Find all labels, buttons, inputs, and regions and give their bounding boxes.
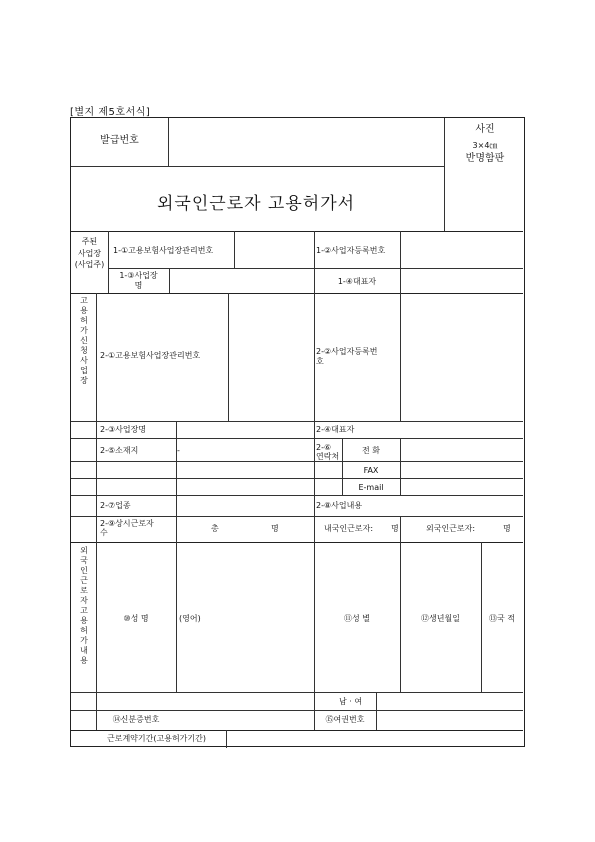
fax-label: FAX (363, 466, 379, 475)
passport-number-label: ⑮여권번호 (325, 715, 365, 724)
form-title: 외국인근로자 고용허가서 (157, 194, 356, 214)
gender-label: ⑪성 별 (344, 614, 370, 623)
photo-note: 반명함판 (465, 153, 505, 164)
workplace-name-field[interactable] (170, 269, 313, 292)
section3-vertical-label: 외국인근로자고용허가 내용 (80, 546, 88, 665)
workplace-name-label-1: 1-③사업장 (119, 271, 158, 280)
total-workers-unit: 명 (271, 524, 279, 533)
id-number-label: ⑭신분증번호 (112, 715, 160, 724)
divider (96, 293, 97, 542)
form-number-label: [별지 제5호서식] (70, 107, 151, 118)
phone-label: 전 화 (362, 446, 380, 455)
issue-number-label: 발급번호 (100, 135, 139, 146)
photo-size: 3×4㎝ (472, 141, 498, 150)
employment-permit-form (70, 117, 525, 747)
divider (400, 516, 401, 542)
regular-workers-label-2: 수 (100, 528, 108, 537)
section1-label-3: (사업주) (74, 260, 105, 269)
contact-label-1: 2-⑥ (316, 443, 332, 452)
photo-label: 사진 (475, 124, 495, 135)
email-field[interactable] (401, 479, 523, 494)
employment-insurance-number-label: 1-①고용보험사업장관리번호 (113, 246, 214, 255)
business-registration-number-2-label-1: 2-②사업자등록번 (316, 347, 378, 356)
divider (314, 293, 315, 542)
industry-label: 2-⑦업종 (100, 501, 131, 510)
foreign-workers-label: 외국인근로자: (426, 524, 476, 533)
gender-options[interactable]: 남 · 여 (339, 697, 363, 706)
divider (71, 166, 444, 167)
birth-date-label: ⑫생년월일 (421, 614, 460, 623)
name-field[interactable] (177, 543, 313, 691)
english-name-label: (영어) (179, 614, 201, 623)
domestic-workers-label: 내국인근로자: (324, 524, 374, 533)
address-field[interactable] (183, 439, 313, 494)
divider (176, 421, 177, 542)
representative-2-label: 2-④대표자 (316, 425, 355, 434)
business-content-field[interactable] (401, 496, 523, 515)
contract-period-label: 근로계약기간(고용허가기간) (107, 734, 206, 743)
domestic-workers-unit: 명 (391, 524, 399, 533)
address-label: 2-⑤소재지 (100, 446, 139, 455)
name-label: ⑩성 명 (123, 614, 149, 623)
fax-field[interactable] (401, 462, 523, 477)
id-number-field[interactable] (177, 711, 313, 729)
employment-insurance-number-field[interactable] (235, 232, 313, 267)
workplace-name-label-2: 명 (134, 281, 143, 290)
representative-label: 1-④대표자 (337, 277, 377, 286)
business-registration-number-field[interactable] (401, 232, 523, 267)
employment-insurance-number-2-field[interactable] (229, 294, 313, 420)
employment-insurance-number-2-label: 2-①고용보험사업장관리번호 (100, 351, 201, 360)
email-label: E-mail (358, 483, 384, 492)
issue-number-field[interactable] (169, 119, 443, 165)
address-dash: - (177, 446, 180, 455)
representative-field[interactable] (401, 269, 523, 292)
workplace-name-2-field[interactable] (177, 422, 313, 437)
divider (314, 542, 315, 730)
passport-number-field[interactable] (377, 711, 523, 729)
contact-label-2: 연락처 (316, 452, 340, 461)
section1-label-2: 사업장 (77, 249, 102, 258)
phone-field[interactable] (401, 439, 523, 460)
business-registration-number-2-field[interactable] (401, 294, 523, 420)
regular-workers-label-1: 2-⑨상시근로자 (100, 519, 154, 528)
nationality-label: ⑬국 적 (489, 614, 515, 623)
total-workers-label: 총 (211, 524, 219, 533)
business-registration-number-2-label-2: 호 (316, 357, 324, 366)
business-registration-number-label: 1-②사업자등록번호 (316, 246, 386, 255)
contract-period-field[interactable] (227, 731, 523, 746)
english-name-field[interactable] (97, 693, 313, 709)
representative-2-field[interactable] (343, 422, 523, 437)
foreign-workers-unit: 명 (503, 524, 511, 533)
business-content-label: 2-⑧사업내용 (316, 501, 363, 510)
industry-field[interactable] (177, 496, 313, 515)
section2-vertical-label: 고용허가 신청 사업장 (80, 296, 88, 385)
divider (71, 516, 523, 517)
divider (400, 438, 401, 495)
section1-label-1: 주된 (81, 237, 98, 246)
workplace-name-2-label: 2-③사업장명 (100, 425, 147, 434)
